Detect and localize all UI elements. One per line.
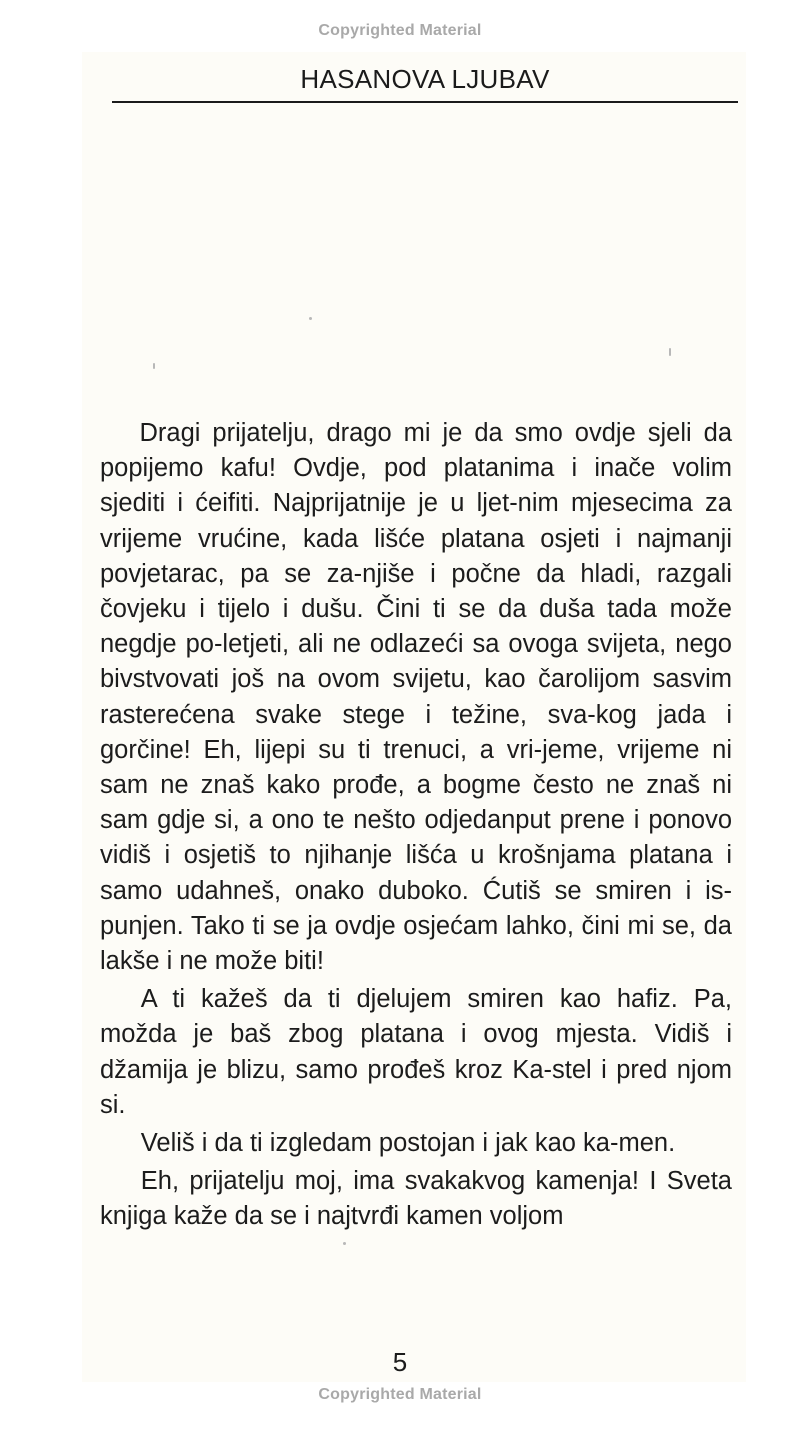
paragraph: Veliš i da ti izgledam postojan i jak kao ka-men. (140, 1129, 676, 1158)
page-speck (153, 363, 155, 369)
paragraph: A ti kažeš da ti djelujem smiren kao hafiz. Pa, možda je baš zbog platana i ovog mjesta. Vidiš i džamija je blizu, samo prođeš kroz Ka-stel i pred njom si. (100, 985, 732, 1119)
page-speck (669, 348, 671, 356)
page-number: 5 (392, 1347, 408, 1377)
header-rule (112, 101, 738, 103)
paragraph: Eh, prijatelju moj, ima svakakvog kamenja! I Sveta knjiga kaže da se i najtvrđi kamen voljom (100, 1167, 732, 1231)
paragraph: Dragi prijatelju, drago mi je da smo ovdje sjeli da popijemo kafu! Ovdje, pod platanima i inače volim sjediti i ćeifiti. Najprijatnije je u ljet-nim mjesecima za vrijeme vrućine, kada lišće platana osjeti i najmanji povjetarac, pa se za-njiše i počne da hladi, razgali čovjeku i tijelo i dušu. Čini ti se da duša tada može negdje po-letjeti, ali ne odlazeći sa ovoga svijeta, nego bivstvovati još na ovom svijetu, kao čarolijom sasvim rasterećena svake stege i težine, sva-kog jada i gorčine! Eh, lijepi su ti trenuci, a vri-jeme, vrijeme ni sam ne znaš kako prođe, a bogme često ne znaš ni sam gdje si, a ono te nešto odjedanput prene i ponovo vidiš i osjetiš to njihanje lišća u krošnjama platana i samo udahneš, onako duboko. Ćutiš se smiren i is-punjen. Tako ti se ja ovdje osjećam lahko, čini mi se, da lakše i ne može biti! (100, 419, 732, 976)
running-title: HASANOVA LJUBAV (300, 64, 550, 94)
body-text (100, 416, 732, 1235)
page-speck (309, 317, 312, 320)
copyright-watermark-top: Copyrighted Material (318, 22, 482, 39)
copyright-watermark-bottom: Copyrighted Material (318, 1386, 482, 1403)
page-speck (343, 1242, 346, 1245)
